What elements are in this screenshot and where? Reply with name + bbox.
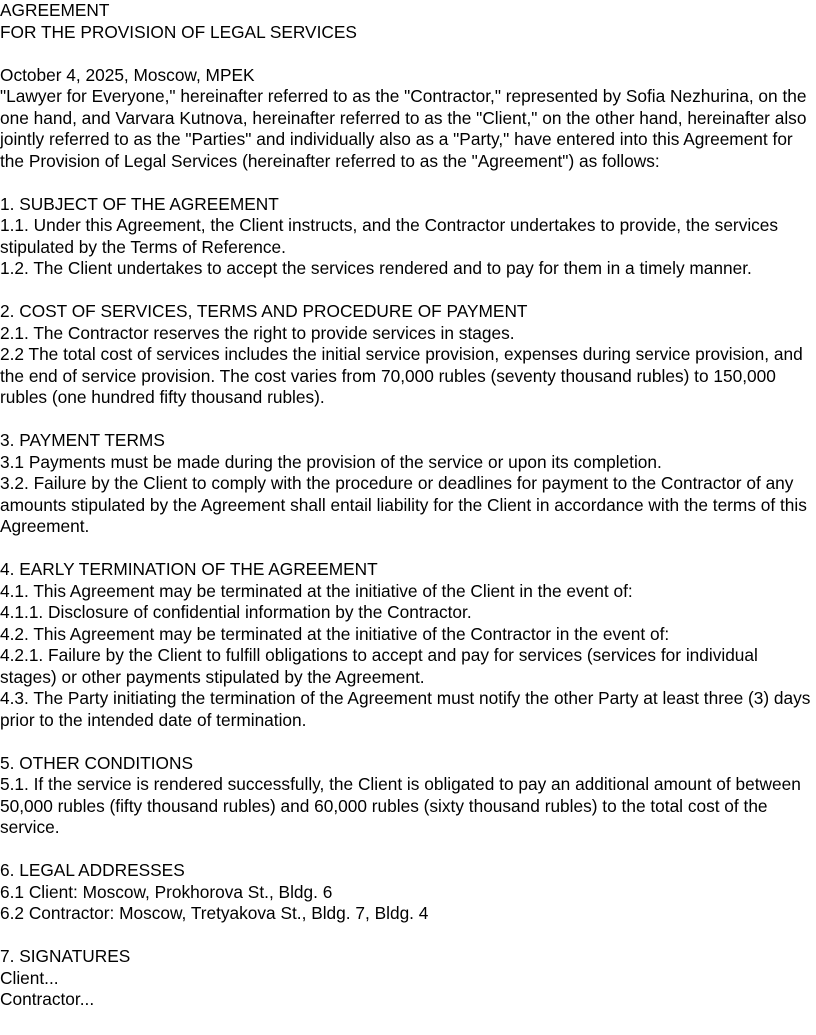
section-heading-payment-terms: 3. PAYMENT TERMS xyxy=(0,430,165,450)
clause-4-1: 4.1. This Agreement may be terminated at the initiative of the Client in the event of: xyxy=(0,580,633,601)
clause-4-2-1: 4.2.1. Failure by the Client to fulfill obligations to accept and pay for services (services for individual stages) or other payments stipulated by the Agreement. xyxy=(0,645,758,687)
section-heading-early-termination: 4. EARLY TERMINATION OF THE AGREEMENT xyxy=(0,559,378,579)
clause-3-2: 3.2. Failure by the Client to comply with the procedure or deadlines for payment to the Contractor of any amounts stipulated by the Agreement shall entail liability for the Client in accordance with the terms of this Agreement. xyxy=(0,473,807,536)
spacer xyxy=(0,839,816,861)
clause-6-2-contractor-address: 6.2 Contractor: Moscow, Tretyakova St., Bldg. 7, Bldg. 4 xyxy=(0,903,429,923)
spacer xyxy=(0,409,816,431)
spacer xyxy=(0,538,816,560)
document-title-line-2: FOR THE PROVISION OF LEGAL SERVICES xyxy=(0,21,357,42)
preamble: "Lawyer for Everyone," hereinafter referred to as the "Contractor," represented by Sofia Nezhurina, on the one hand, and Varvara Kutnova, hereinafter referred to as the "Client," on the other hand, hereinafter also jointly referred to as the "Parties" and individually also as a "Party," have entered into this Agreement for the Provision of Legal Services (hereinafter referred to as the "Agreement") as follows: xyxy=(0,86,807,171)
spacer xyxy=(0,925,816,947)
section-heading-subject: 1. SUBJECT OF THE AGREEMENT xyxy=(0,193,279,214)
clause-2-2: 2.2 The total cost of services includes the initial service provision, expenses during service provision, and the end of service provision. The cost varies from 70,000 rubles (seventy thousand rubles) to 150,000 rubles (one hundred fifty thousand rubles). xyxy=(0,344,803,407)
date-place: October 4, 2025, Moscow, MPEK xyxy=(0,64,255,85)
section-heading-signatures: 7. SIGNATURES xyxy=(0,946,131,966)
section-heading-cost: 2. COST OF SERVICES, TERMS AND PROCEDURE OF PAYMENT xyxy=(0,301,528,321)
clause-3-1: 3.1 Payments must be made during the provision of the service or upon its completion. xyxy=(0,451,662,472)
clause-2-1: 2.1. The Contractor reserves the right to provide services in stages. xyxy=(0,322,515,343)
clause-4-3: 4.3. The Party initiating the termination of the Agreement must notify the other Party at least three (3) days prior to the intended date of termination. xyxy=(0,688,811,730)
section-heading-other-conditions: 5. OTHER CONDITIONS xyxy=(0,752,193,773)
spacer xyxy=(0,43,816,65)
clause-6-1-client-address: 6.1 Client: Moscow, Prokhorova St., Bldg. 6 xyxy=(0,881,333,902)
spacer xyxy=(0,731,816,753)
contractor-signature-line: Contractor... xyxy=(0,989,95,1009)
clause-4-2: 4.2. This Agreement may be terminated at the initiative of the Contractor in the event of: xyxy=(0,623,670,644)
clause-5-1: 5.1. If the service is rendered successfully, the Client is obligated to pay an additional amount of between 50,000 rubles (fifty thousand rubles) and 60,000 rubles (sixty thousand rubles) to the total cost of the service. xyxy=(0,774,801,837)
section-heading-legal-addresses: 6. LEGAL ADDRESSES xyxy=(0,860,185,880)
document-title-line-1: AGREEMENT xyxy=(0,0,110,20)
clause-1-1: 1.1. Under this Agreement, the Client instructs, and the Contractor undertakes to provide, the services stipulated by the Terms of Reference. xyxy=(0,215,779,257)
client-signature-line: Client... xyxy=(0,967,59,988)
spacer xyxy=(0,172,816,194)
clause-4-1-1: 4.1.1. Disclosure of confidential information by the Contractor. xyxy=(0,602,472,622)
spacer xyxy=(0,280,816,302)
clause-1-2: 1.2. The Client undertakes to accept the services rendered and to pay for them in a timely manner. xyxy=(0,258,752,278)
